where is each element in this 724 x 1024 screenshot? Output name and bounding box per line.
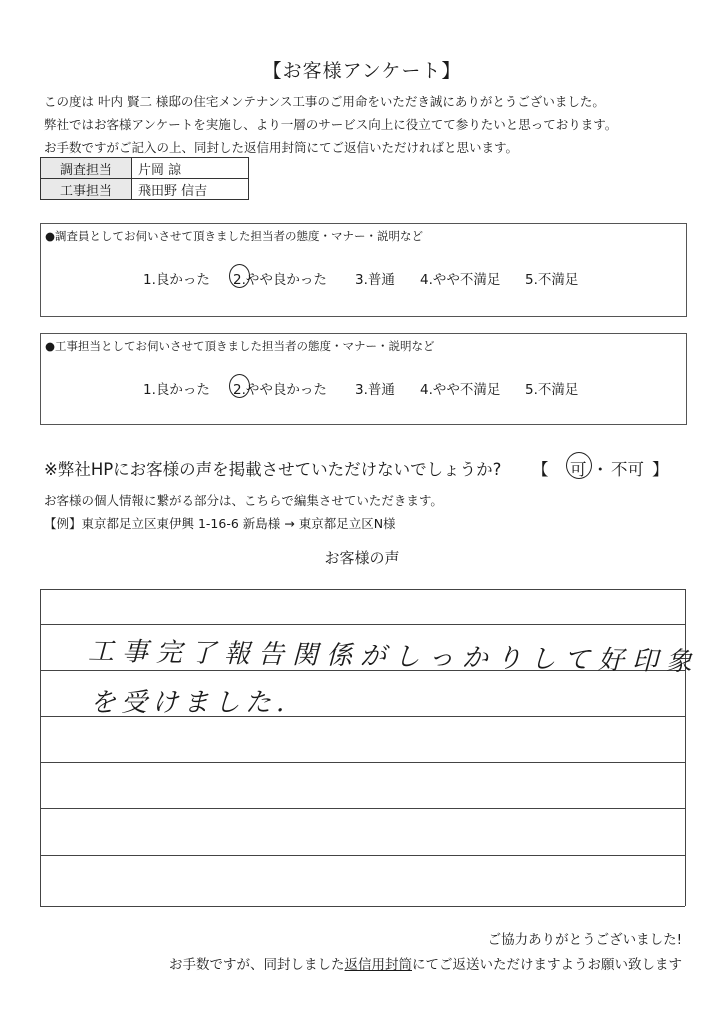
handwritten-comment-line-1[interactable]: 工事完了報告関係がしっかりして好印象 <box>87 636 701 678</box>
hp-bracket-open: 【 <box>532 460 549 479</box>
voice-ruled-line <box>40 762 685 763</box>
page-title: 【お客様アンケート】 <box>262 60 462 82</box>
option-neutral[interactable]: 3.普通 <box>355 382 395 398</box>
hp-option-yes[interactable]: 可 <box>570 460 587 479</box>
option-good[interactable]: 1.良かった <box>143 382 210 398</box>
staff-row-survey <box>41 158 249 179</box>
option-neutral[interactable]: 3.普通 <box>355 272 395 288</box>
voice-ruled-line <box>40 855 685 856</box>
example-note: 【例】東京都足立区東伊興 1-16-6 新島様 → 東京都足立区N様 <box>44 516 396 531</box>
privacy-note: お客様の個人情報に繋がる部分は、こちらで編集させていただきます。 <box>44 493 443 508</box>
option-somewhat-unsatisfied[interactable]: 4.やや不満足 <box>420 272 501 288</box>
option-unsatisfied[interactable]: 5.不満足 <box>525 382 579 398</box>
question-box-construction <box>40 333 687 425</box>
voice-ruled-line <box>40 906 685 907</box>
staff-name[interactable]: 片岡 諒 <box>132 158 249 179</box>
question-text: ●調査員としてお伺いさせて頂きました担当者の態度・マナー・説明など <box>45 229 424 243</box>
staff-table <box>40 157 249 200</box>
hp-bracket-close: 】 <box>652 460 669 479</box>
return-prefix: お手数ですが、同封しました <box>169 957 345 973</box>
staff-role: 調査担当 <box>41 158 132 179</box>
option-somewhat-good[interactable]: 2.やや良かった <box>233 382 327 398</box>
return-suffix: にてご返送いただけますようお願い致します <box>412 957 682 973</box>
intro-line-3: お手数ですがご記入の上、同封した返信用封筒にてご返信いただければと思います。 <box>44 140 519 155</box>
question-box-survey <box>40 223 687 317</box>
voice-border-left <box>40 589 41 906</box>
option-good[interactable]: 1.良かった <box>143 272 210 288</box>
staff-role: 工事担当 <box>41 179 132 200</box>
voice-title: お客様の声 <box>324 549 400 567</box>
return-instruction <box>169 953 682 973</box>
intro-line-2: 弊社ではお客様アンケートを実施し、より一層のサービス向上に役立てて参りたいと思っております。 <box>44 117 618 132</box>
question-text: ●工事担当としてお伺いさせて頂きました担当者の態度・マナー・説明など <box>45 339 435 353</box>
hp-permission-question: ※弊社HPにお客様の声を掲載させていただけないでしょうか? <box>44 460 502 479</box>
voice-ruled-line <box>40 624 685 625</box>
intro-line-1: この度は 叶内 賢二 様邸の住宅メンテナンス工事のご用命をいただき誠にありがとうございました。 <box>44 94 605 109</box>
option-somewhat-unsatisfied[interactable]: 4.やや不満足 <box>420 382 501 398</box>
voice-ruled-line <box>40 589 685 590</box>
staff-name[interactable]: 飛田野 信吉 <box>132 179 249 200</box>
thanks-message: ご協力ありがとうございました! <box>487 932 682 948</box>
handwritten-comment-line-2[interactable]: を受けました. <box>90 688 290 718</box>
hp-separator: ・ <box>592 460 609 479</box>
option-somewhat-good[interactable]: 2.やや良かった <box>233 272 327 288</box>
option-unsatisfied[interactable]: 5.不満足 <box>525 272 579 288</box>
staff-row-construction <box>41 179 249 200</box>
voice-ruled-line <box>40 808 685 809</box>
voice-border-right <box>685 589 686 906</box>
hp-option-no[interactable]: 不可 <box>611 460 644 479</box>
return-envelope: 返信用封筒 <box>344 957 412 973</box>
